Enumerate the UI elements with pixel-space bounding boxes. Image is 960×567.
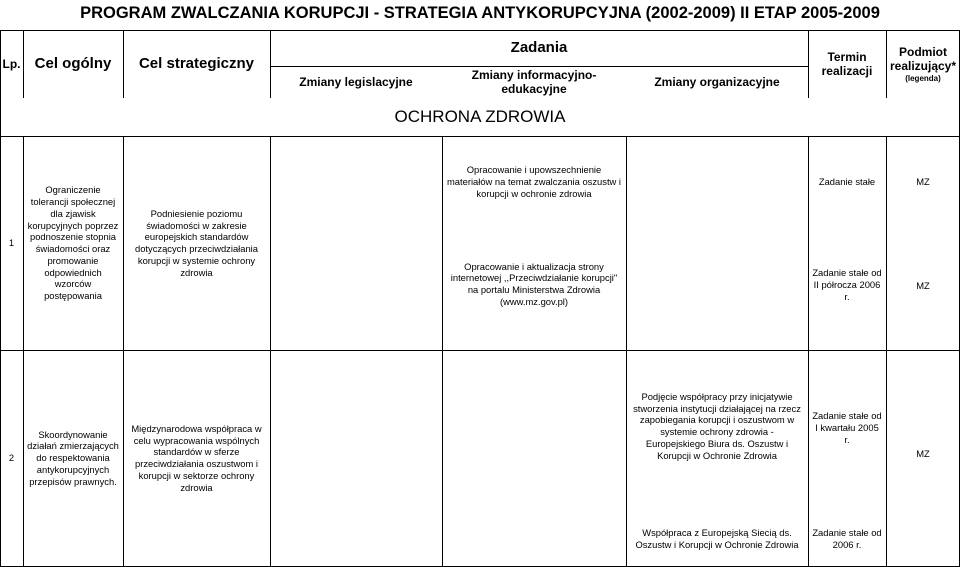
row1-lp: 1	[8, 237, 15, 249]
row2-cel-ogolny: Skoordynowanie działań zmierzających do respektowania antykorupcyjnych przepisów prawnych.	[27, 428, 119, 487]
header-zadania: Zadania	[510, 38, 568, 56]
row1-cel-strategiczny: Podniesienie poziomu świadomości w zakresie europejskich standardów dotyczących przeciwdziałania korupcji w systemie ochrony zdrowia	[135, 207, 258, 278]
header-termin	[808, 30, 886, 98]
header-podmiot	[886, 30, 960, 98]
header-lp: Lp.	[2, 56, 21, 71]
body-divider	[270, 136, 271, 567]
header-termin-line2: realizacji	[821, 64, 873, 78]
header-termin-line1: Termin	[827, 49, 867, 64]
row1-cel-ogolny: Ograniczenie tolerancji społecznej dla zjawisk korupcyjnych poprzez podnoszenie stopnia świadomości oraz promowanie odpowiednich wzorców postępowania	[27, 184, 119, 301]
row2-cel-strategiczny: Międzynarodowa współpraca w celu wypracowania wspólnych standardów w sferze przeciwdziałania oszustwom i korupcji w sektorze ochrony zdrowia	[131, 422, 262, 493]
body-divider	[23, 136, 24, 567]
header-cel-strategiczny: Cel strategiczny	[138, 54, 255, 72]
row1-task2-informacyjno: Opracowanie i aktualizacja strony internetowej ,,Przeciwdziałanie korupcji" na portalu Ministerstwa Zdrowia (www.mz.gov.pl)	[450, 260, 618, 307]
header-zmiany-informacyjno: Zmiany informacyjno-edukacyjne	[471, 67, 597, 96]
document-title: PROGRAM ZWALCZANIA KORUPCJI - STRATEGIA ANTYKORUPCYJNA (2002-2009) II ETAP 2005-2009	[80, 4, 880, 22]
row1-task1-termin: Zadanie stałe	[818, 176, 876, 188]
row2-task2-organizacyjne: Współpraca z Europejską Siecią ds. Oszustw i Korupcji w Ochronie Zdrowia	[635, 527, 799, 550]
program-table	[0, 30, 960, 567]
row2-lp: 2	[8, 452, 15, 464]
row2-task1-podmiot: MZ	[916, 448, 930, 460]
row1-task1-podmiot: MZ	[916, 176, 930, 188]
body-divider	[808, 136, 809, 567]
header-podmiot-line1: Podmiot	[899, 44, 947, 59]
header-zmiany-legislacyjne: Zmiany legislacyjne	[299, 74, 413, 89]
row2-task1-organizacyjne: Podjęcie współpracy przy inicjatywie stworzenia instytucji działającej na rzecz zapobiegania korupcji i oszustwom w systemie ochrony zdrowia - Europejskiego Biura ds. Oszustw i Korupcji w Ochronie Zdrowia	[633, 390, 801, 461]
header-zmiany-organizacyjne: Zmiany organizacyjne	[654, 74, 780, 89]
header-cel-ogolny: Cel ogólny	[34, 54, 112, 72]
row1-task1-informacyjno: Opracowanie i upowszechnienie materiałów na temat zwalczania oszustw i korupcji w ochronie zdrowia	[446, 164, 622, 199]
header-podmiot-line2: realizujący*	[889, 59, 957, 74]
section-title: OCHRONA ZDROWIA	[394, 107, 566, 127]
body-divider	[442, 136, 443, 567]
body-divider	[123, 136, 124, 567]
body-divider	[886, 136, 887, 567]
header-legenda: (legenda)	[905, 73, 941, 83]
row1-task2-termin: Zadanie stałe od II półrocza 2006 r.	[812, 267, 882, 302]
row1-task2-podmiot: MZ	[916, 280, 930, 292]
row2-task1-termin: Zadanie stałe od I kwartału 2005 r.	[812, 410, 882, 445]
row2-task2-termin: Zadanie stałe od 2006 r.	[812, 527, 882, 550]
body-divider	[626, 136, 627, 567]
